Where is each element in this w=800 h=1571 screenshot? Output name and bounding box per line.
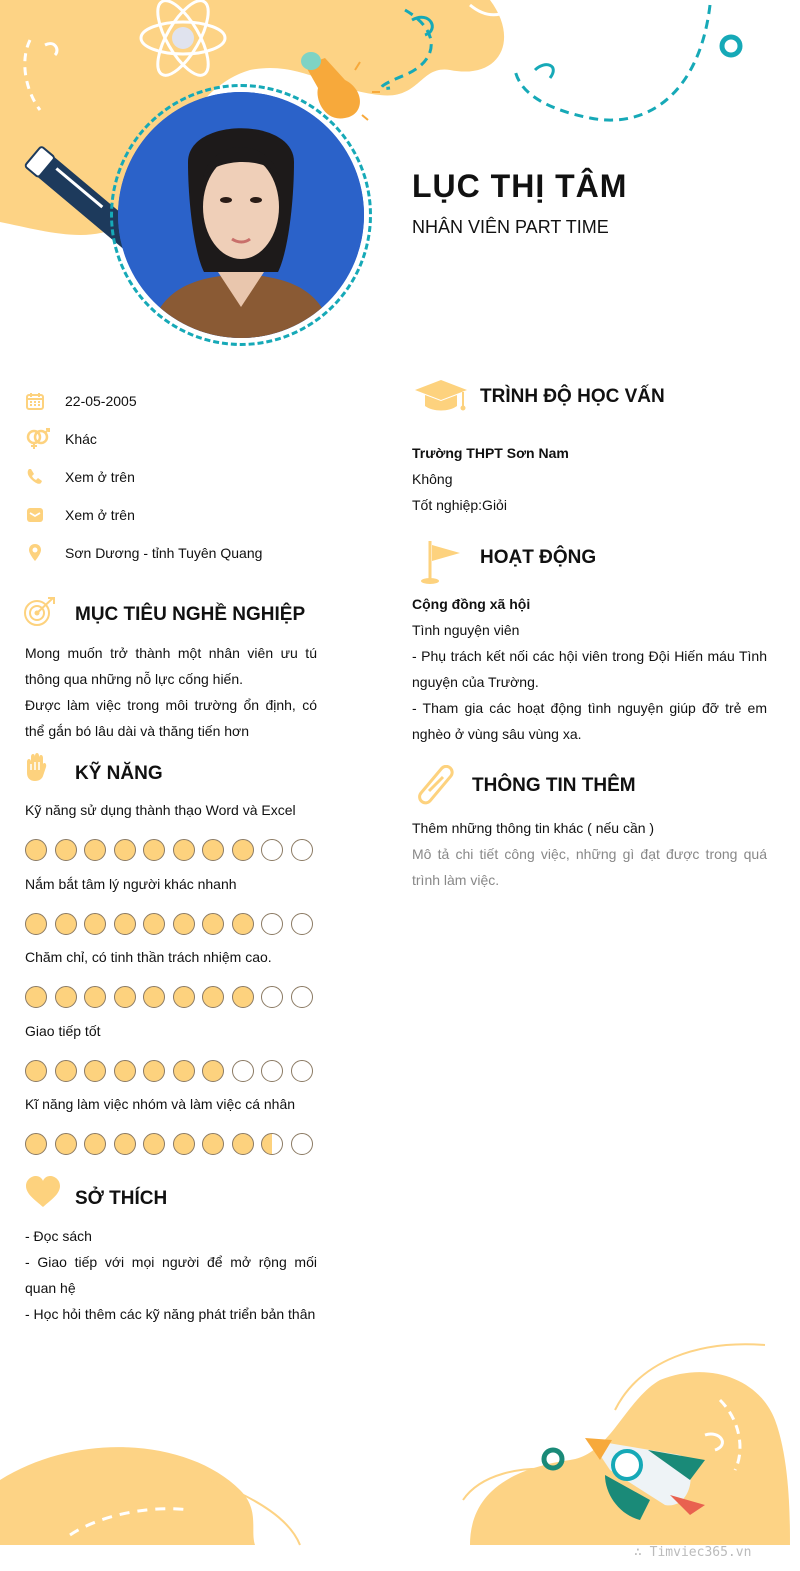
rating-dot bbox=[114, 913, 136, 935]
activity-role: Tình nguyện viên bbox=[412, 622, 520, 638]
objective-text bbox=[25, 640, 317, 744]
rating-dot bbox=[291, 839, 313, 861]
rating-dot bbox=[261, 986, 283, 1008]
skill-label: Kĩ năng làm việc nhóm và làm việc cá nhân bbox=[25, 1096, 296, 1112]
info-gender bbox=[25, 420, 325, 458]
rating-dot bbox=[114, 839, 136, 861]
bottom-left-blob bbox=[0, 1447, 255, 1545]
rating-dot bbox=[25, 1133, 47, 1155]
rating-dot bbox=[55, 986, 77, 1008]
info-birthdate bbox=[25, 382, 325, 420]
rating-dot bbox=[202, 1133, 224, 1155]
rating-dot bbox=[173, 1133, 195, 1155]
rating-dot bbox=[84, 1060, 106, 1082]
info-address bbox=[25, 534, 325, 572]
email-icon bbox=[25, 503, 65, 527]
target-icon bbox=[23, 595, 59, 629]
rating-dot bbox=[261, 913, 283, 935]
paperclip-icon bbox=[415, 765, 457, 807]
section-title-objective: MỤC TIÊU NGHỀ NGHIỆP bbox=[75, 604, 306, 625]
rating-dot bbox=[25, 1060, 47, 1082]
section-title-hobbies: SỞ THÍCH bbox=[75, 1188, 168, 1209]
rating-dot bbox=[114, 986, 136, 1008]
skill-rating bbox=[25, 986, 313, 1008]
rating-dot bbox=[55, 1133, 77, 1155]
rating-dot bbox=[202, 986, 224, 1008]
rating-dot bbox=[232, 1133, 254, 1155]
rating-dot bbox=[261, 1133, 283, 1155]
rating-dot bbox=[173, 1060, 195, 1082]
rating-dot bbox=[55, 1060, 77, 1082]
birthdate-value: 22-05-2005 bbox=[65, 393, 137, 409]
hobby-item: - Giao tiếp với mọi người để mở rộng mối quan hệ bbox=[25, 1254, 317, 1296]
additional-description: Mô tả chi tiết công việc, những gì đạt được trong quá trình làm việc. bbox=[412, 846, 767, 888]
rating-dot bbox=[173, 839, 195, 861]
avatar bbox=[118, 92, 364, 338]
rating-dot bbox=[25, 913, 47, 935]
skill-rating bbox=[25, 1060, 313, 1082]
activity-entry bbox=[412, 591, 767, 747]
rating-dot bbox=[261, 839, 283, 861]
rating-dot bbox=[232, 1060, 254, 1082]
hobbies-text bbox=[25, 1223, 317, 1327]
education-major: Không bbox=[412, 471, 453, 487]
graduation-cap-icon bbox=[413, 378, 469, 414]
rating-dot bbox=[291, 1060, 313, 1082]
rating-dot bbox=[25, 839, 47, 861]
rating-dot bbox=[173, 913, 195, 935]
education-result: Tốt nghiệp:Giỏi bbox=[412, 497, 507, 513]
email-value: Xem ở trên bbox=[65, 507, 135, 523]
personal-info-list bbox=[25, 382, 325, 572]
skill-label: Chăm chỉ, có tinh thần trách nhiệm cao. bbox=[25, 949, 272, 965]
info-email bbox=[25, 496, 325, 534]
rating-dot bbox=[143, 913, 165, 935]
rating-dot bbox=[291, 913, 313, 935]
hand-icon bbox=[24, 752, 48, 782]
profile-photo-frame bbox=[110, 84, 372, 346]
skill-label: Kỹ năng sử dụng thành thạo Word và Excel bbox=[25, 802, 296, 818]
job-position: NHÂN VIÊN PART TIME bbox=[412, 217, 609, 237]
skill-label: Giao tiếp tốt bbox=[25, 1022, 101, 1039]
rating-dot bbox=[202, 839, 224, 861]
flag-icon bbox=[420, 537, 462, 585]
hobby-item: - Học hỏi thêm các kỹ năng phát triển bản thân bbox=[25, 1306, 316, 1322]
section-title-skills: KỸ NĂNG bbox=[75, 763, 163, 784]
objective-line-2: Được làm việc trong môi trường ổn định, có thể gắn bó lâu dài và thăng tiến hơn bbox=[25, 697, 317, 739]
rating-dot bbox=[143, 839, 165, 861]
rating-dot bbox=[202, 1060, 224, 1082]
skill-label: Nắm bắt tâm lý người khác nhanh bbox=[25, 875, 237, 892]
rating-dot bbox=[84, 986, 106, 1008]
rating-dot bbox=[114, 1133, 136, 1155]
objective-line-1: Mong muốn trở thành một nhân viên ưu tú thông qua những nỗ lực cống hiến. bbox=[25, 645, 317, 687]
section-title-education: TRÌNH ĐỘ HỌC VẤN bbox=[480, 386, 665, 407]
rating-dot bbox=[84, 839, 106, 861]
rating-dot bbox=[25, 986, 47, 1008]
phone-value: Xem ở trên bbox=[65, 469, 135, 485]
rating-dot bbox=[84, 913, 106, 935]
address-value: Sơn Dương - tỉnh Tuyên Quang bbox=[65, 545, 263, 561]
rating-dot bbox=[261, 1060, 283, 1082]
skill-rating bbox=[25, 1133, 313, 1155]
candidate-name: LỤC THỊ TÂM bbox=[412, 168, 628, 204]
calendar-icon bbox=[25, 389, 65, 413]
rating-dot bbox=[84, 1133, 106, 1155]
watermark: ∴ Timviec365.vn bbox=[634, 1545, 752, 1560]
education-entry bbox=[412, 440, 767, 518]
rating-dot bbox=[143, 986, 165, 1008]
rating-dot bbox=[291, 1133, 313, 1155]
rating-dot bbox=[202, 913, 224, 935]
gender-value: Khác bbox=[65, 431, 97, 447]
heart-icon bbox=[25, 1176, 61, 1208]
skill-rating bbox=[25, 913, 313, 935]
rating-dot bbox=[114, 1060, 136, 1082]
rating-dot bbox=[232, 839, 254, 861]
additional-entry bbox=[412, 815, 767, 893]
section-title-activities: HOẠT ĐỘNG bbox=[480, 547, 597, 568]
rating-dot bbox=[143, 1060, 165, 1082]
rating-dot bbox=[55, 839, 77, 861]
rating-dot bbox=[291, 986, 313, 1008]
avatar-portrait bbox=[118, 92, 364, 338]
activity-organization: Cộng đồng xã hội bbox=[412, 596, 531, 612]
gender-icon bbox=[25, 427, 65, 451]
location-pin-icon bbox=[25, 541, 65, 565]
skill-rating bbox=[25, 839, 313, 861]
rating-dot bbox=[232, 986, 254, 1008]
info-phone bbox=[25, 458, 325, 496]
education-school: Trường THPT Sơn Nam bbox=[412, 445, 569, 461]
rating-dot bbox=[173, 986, 195, 1008]
activity-detail: - Tham gia các hoạt động tình nguyện giúp đỡ trẻ em nghèo ở vùng sâu vùng xa. bbox=[412, 700, 767, 742]
phone-icon bbox=[25, 465, 65, 489]
additional-heading: Thêm những thông tin khác ( nếu cần ) bbox=[412, 820, 655, 836]
activity-detail: - Phụ trách kết nối các hội viên trong Đội Hiến máu Tình nguyện của Trường. bbox=[412, 648, 767, 690]
section-title-additional: THÔNG TIN THÊM bbox=[472, 775, 636, 796]
rating-dot bbox=[143, 1133, 165, 1155]
rating-dot bbox=[55, 913, 77, 935]
rating-dot bbox=[232, 913, 254, 935]
hobby-item: - Đọc sách bbox=[25, 1228, 92, 1244]
